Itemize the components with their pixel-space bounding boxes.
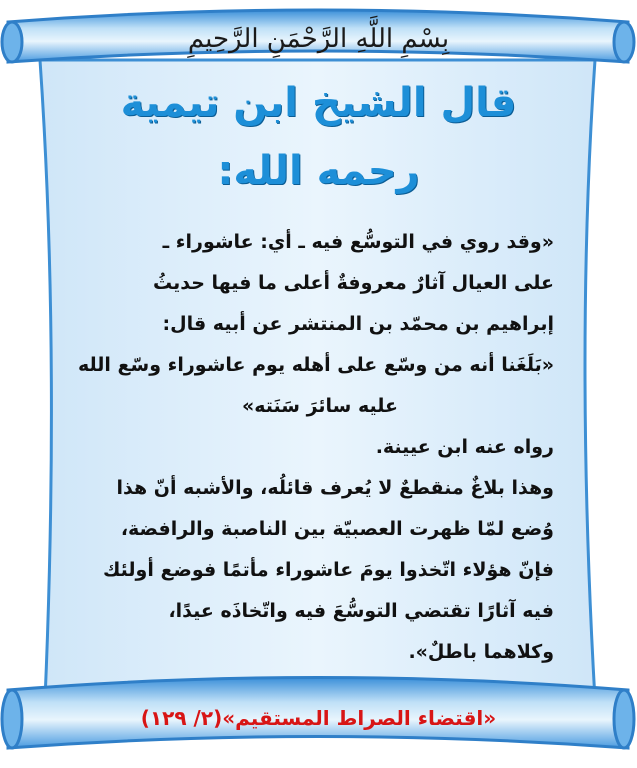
quote-line: على العيال آثارٌ معروفةٌ أعلى ما فيها حديثُ: [153, 272, 554, 294]
quote-line: وكلاهما باطلٌ».: [408, 641, 554, 663]
quote-line: وُضع لمّا ظهرت العصبيّة بين الناصبة والرافضة،: [120, 518, 554, 540]
quote-line: «بَلَغَنا أنه من وسّع على أهله يوم عاشوراء وسّع الله: [78, 354, 554, 376]
quote-line: فيه آثارًا تقتضي التوسُّعَ فيه واتّخاذَه عيدًا،: [168, 600, 554, 622]
quote-line: رواه عنه ابن عيينة.: [375, 436, 554, 458]
title-line-1: قال الشيخ ابن تيمية: [120, 80, 517, 126]
quote-line: «وقد روي في التوسُّع فيه ـ أي: عاشوراء ـ: [162, 231, 554, 253]
source-citation: «اقتضاء الصراط المستقيم»(٢/ ١٢٩): [140, 706, 497, 730]
bismillah-header: بِسْمِ اللَّهِ الرَّحْمَنِ الرَّحِيمِ: [187, 24, 450, 54]
quote-line: إبراهيم بن محمّد بن المنتشر عن أبيه قال:: [162, 313, 554, 335]
quote-line: وهذا بلاغٌ منقطعٌ لا يُعرف قائلُه، والأشبه أنّ هذا: [116, 477, 554, 499]
quote-line: فإنّ هؤلاء اتّخذوا يومَ عاشوراء مأتمًا فوضع أولئك: [102, 559, 554, 581]
title-line-2: رحمه الله:: [217, 148, 420, 194]
quote-body: [78, 222, 554, 673]
quote-line: عليه سائرَ سَنَته»: [241, 395, 398, 417]
